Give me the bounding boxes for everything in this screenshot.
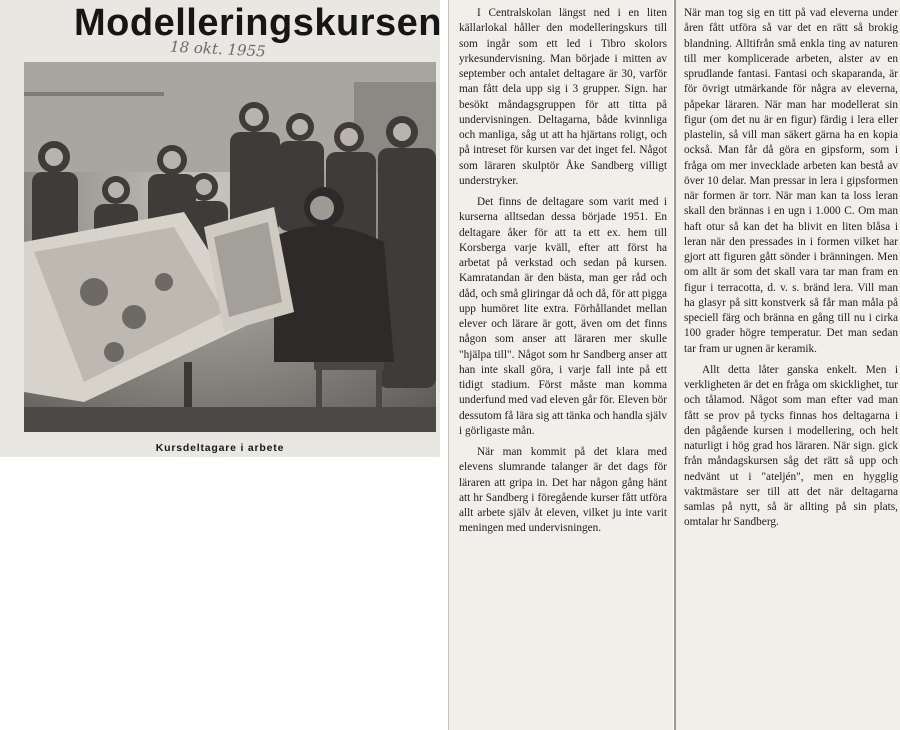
handwritten-date: 18 okt. 1955: [169, 37, 267, 61]
column2-paragraph-1: När man tog sig en titt på vad eleverna under åren fått utföra så var det en rätt så brokig blandning. Alltifrån små enkla ting av naturen till mer komplicerade arbeten, alster av en sprudlande fantasi. Fantasi och skaparanda, är för övrigt utmärkande för några av eleverna, påpekar läraren. När man har modellerat sin figur (om det nu är en figur) färdig i lera eller plastelin, så vill man säkert gärna ha en kopia också. Man får då göra en gipsform, som i fråga om mer invecklade arbeten kan bestå av över 10 delar. Man pressar in lera i gipsformen när formen är torr. När man kan ta loss leran skall den brännas i en ugn i 1.000 C. Om man haft otur så kan det ha blivit en liten blåsa i leran när den pressades in i formen vilket har gjort att figuren gått sönder i bränningen. Men om allt är som det skall vara tar man fram en figur i terracotta, d. v. s. bränd lera. Vill man ha glasyr på sitt konstverk så får man måla på speciell färg och bränna en gång till nu i cirka 100 grader högre temperatur. Det man sedan tar fram ur ugnen är keramik.: [684, 7, 898, 355]
photo-caption: Kursdeltagare i arbete: [155, 442, 285, 454]
column1-paragraph-3: När man kommit på det klara med elevens slumrande talanger är det dags för läraren att gripa in. Det har någon gång hänt att hr Sandberg i föregående kurser fått utföra allt arbete själv åt eleven, vilket ju inte varit meningen med undervisningen.: [459, 446, 667, 535]
column1-paragraph-2: Det finns de deltagare som varit med i kurserna alltsedan dessa började 1951. En deltagare åker för att ta ett ex. hem till Korsberga varje kväll, efter att först ha arbetat på verkstad och sedan på kursen. Kamratandan är den bästa, man ger råd och dåd, och små gliringar då och då, för att pigga upp humöret lite extra. Förhållandet mellan elever och lärare är gott, även om det finns någon som anser att läraren mer skulle "hjälpa till". Något som hr Sandberg anser att han inte skall göra, i varje fall inte på ett tidigt stadium. Först måste man komma underfund med vad eleven går för. Eleven bör dessutom få lära sig att tänka och handla själv i görligaste mån.: [459, 196, 667, 437]
article-headline: Modelleringskursen: [74, 2, 442, 44]
headline-photo-clipping: [0, 0, 440, 457]
article-photo: [24, 62, 436, 432]
article-column-2: [674, 0, 900, 730]
article-column-1: [448, 0, 673, 730]
column1-paragraph-1: I Centralskolan längst ned i en liten källarlokal håller den modelleringskurs till som ingår som ett led i Tibro skolors yrkesundervisning. Man började i mitten av september och antalet deltagare är 30, varför man fått dela upp sig i 3 grupper. Sign. har besökt måndagsgruppen för att titta på undervisningen. Deltagarna, både kvinnliga och manliga, såg ut att ha hjärtans roligt, och på intreset för kursen var det inget fel. Något som läraren skulptör Åke Sandberg villigt understryker.: [459, 7, 667, 187]
photo-icon: [24, 62, 436, 432]
column2-paragraph-2: Allt detta låter ganska enkelt. Men i verkligheten är det en fråga om skicklighet, tur och tålamod. Något som man efter vad man fått se prov på tycks finnas hos deltagarna i den pågående kursen i modellering, och helt naturligt i hög grad hos läraren. När sign. gick från måndagskursen såg det rätt så upp och nedvänt ut i "ateljén", men en hygglig vaktmästare ser till att det när deltagarna samlas på nytt, så är allting på sin plats, omtalar hr Sandberg.: [684, 363, 898, 529]
